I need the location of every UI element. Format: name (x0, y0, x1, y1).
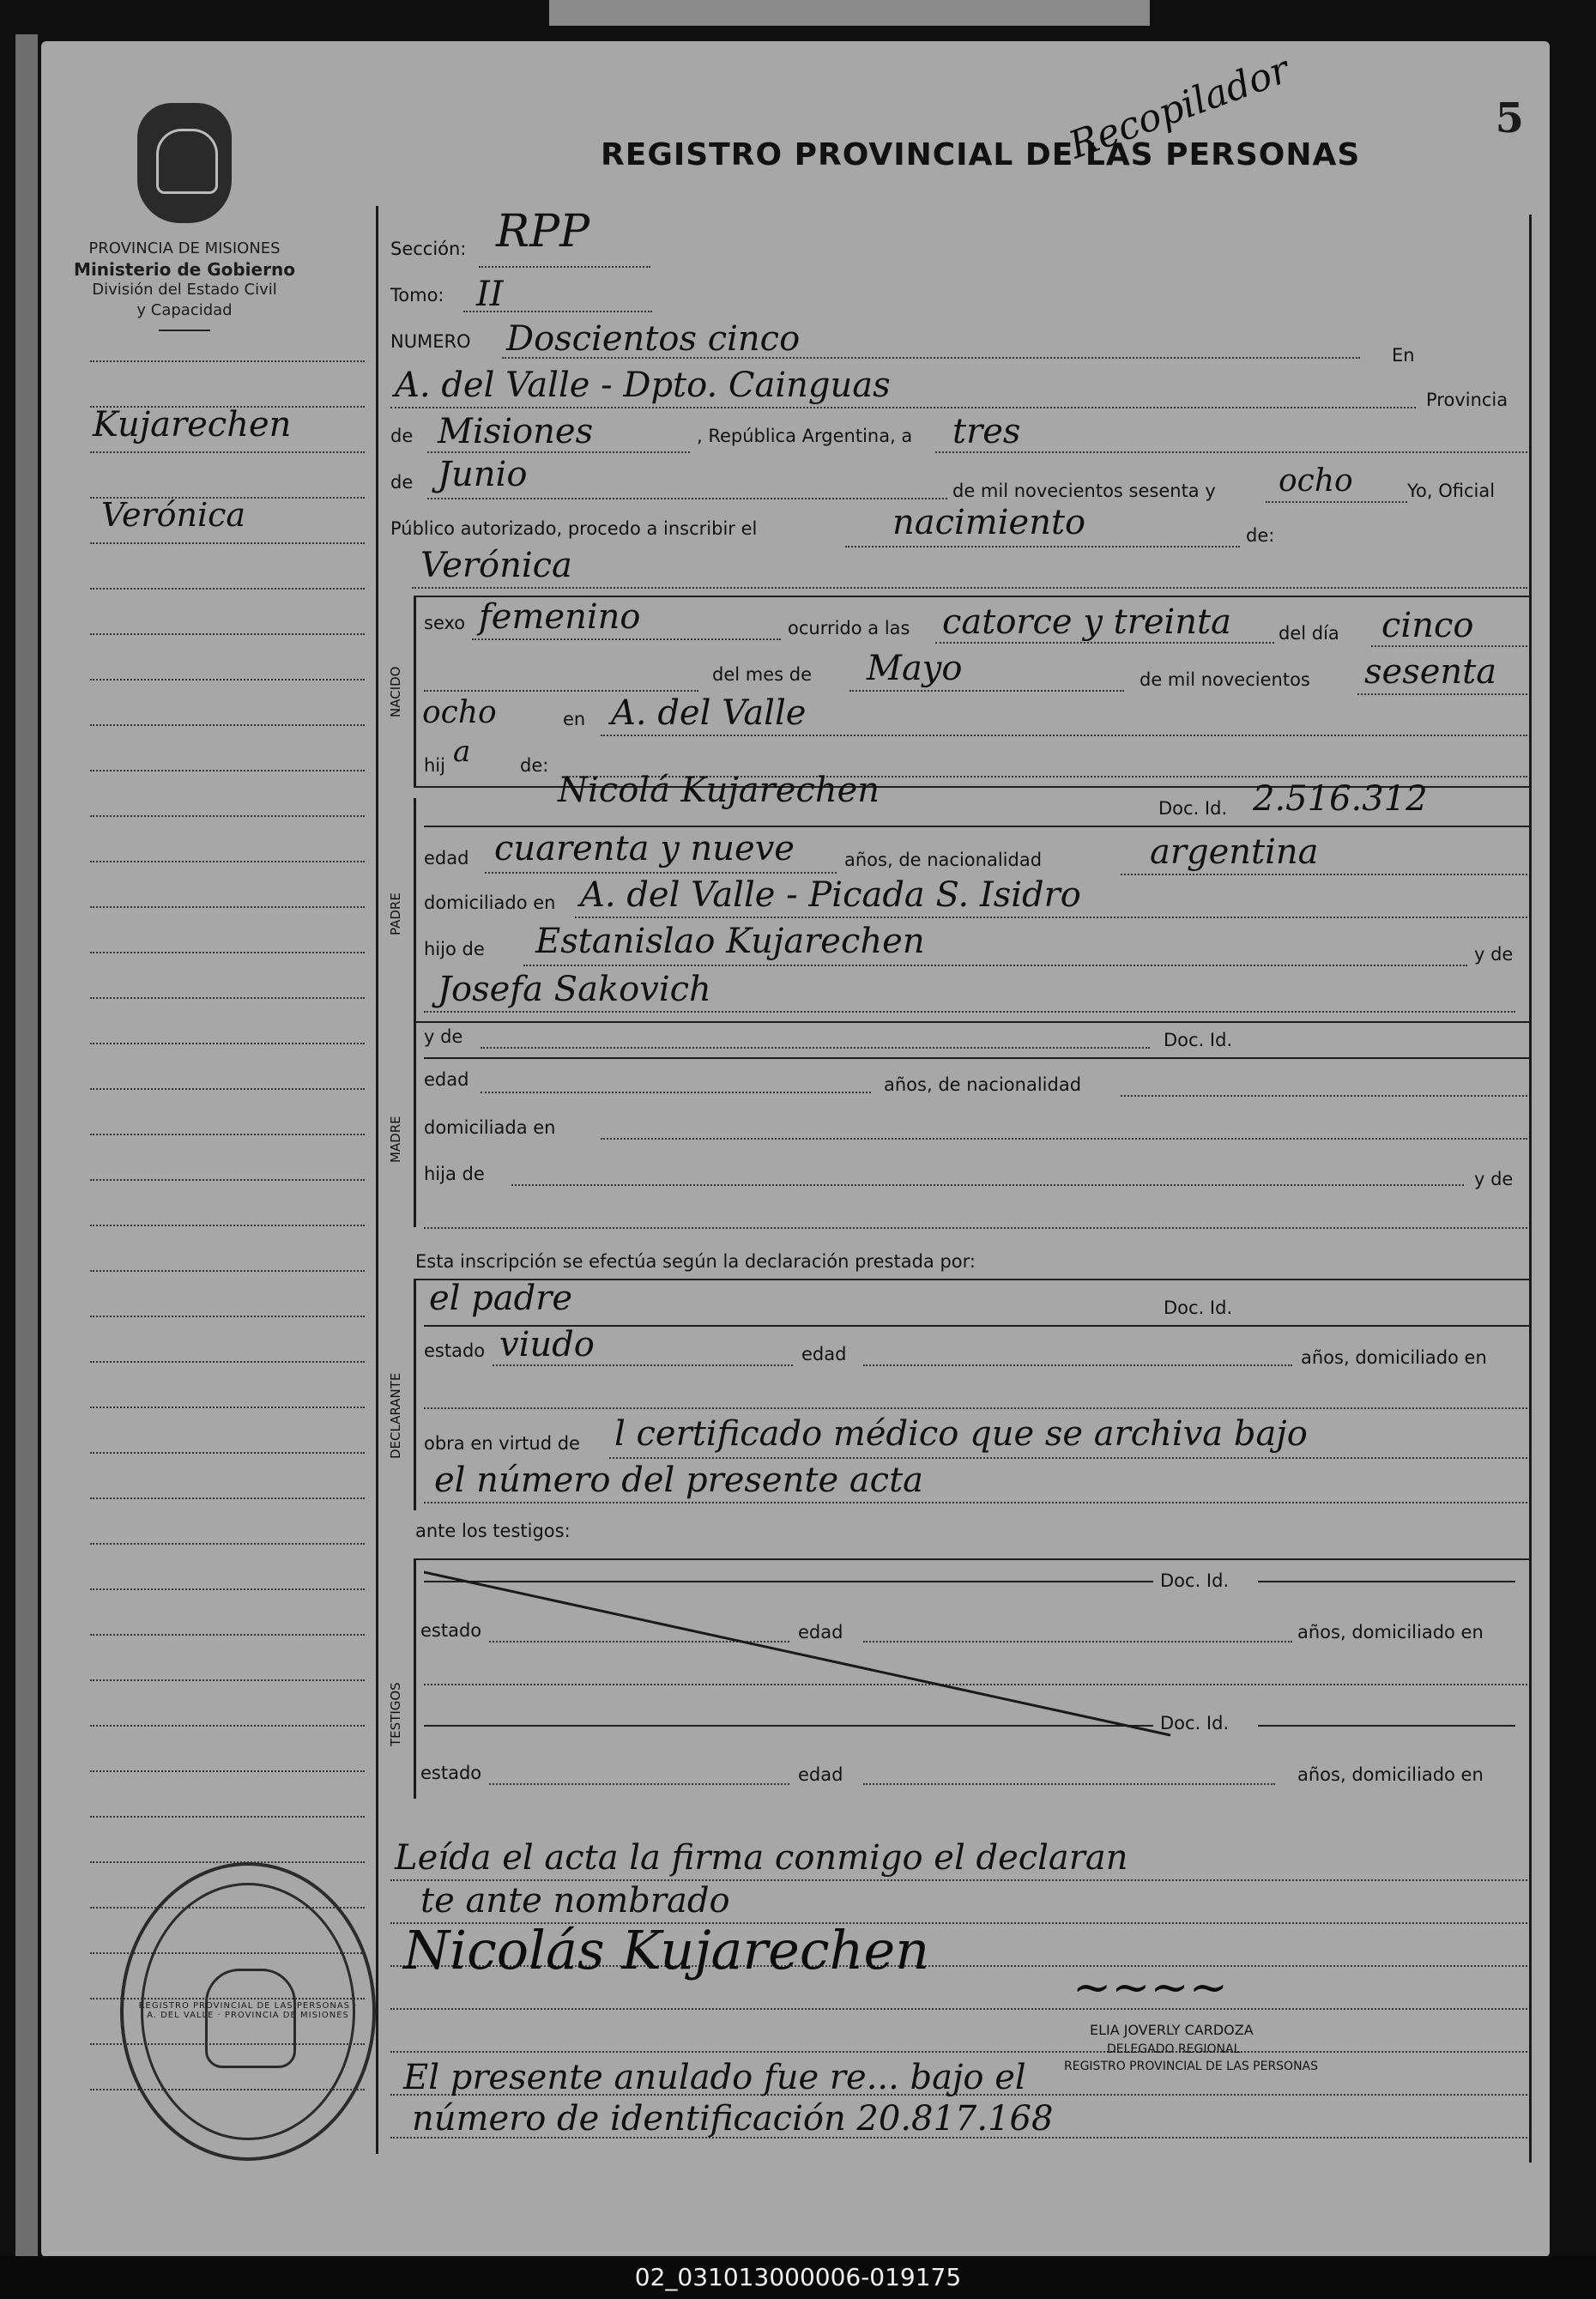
ocurrido-label: ocurrido a las (788, 618, 910, 638)
hij-value: a (453, 735, 471, 769)
margin-rule-line (90, 906, 365, 908)
field-line (935, 451, 1527, 453)
book-page-edge (15, 34, 38, 2257)
testigos-strike-line (424, 1564, 1179, 1752)
padre-nacionalidad-value: argentina (1150, 832, 1319, 872)
field-line (523, 965, 1467, 966)
margin-rule-line (90, 997, 365, 999)
field-line (1121, 874, 1527, 875)
declarante-intro: Esta inscripción se efectúa según la declaración prestada por: (415, 1251, 976, 1272)
mes-value: Mayo (867, 649, 963, 688)
padre-domicilio-label: domiciliado en (424, 892, 556, 913)
provincia-label: Provincia (1426, 390, 1508, 410)
field-line (935, 642, 1274, 644)
madre-section-label: MADRE (388, 1116, 403, 1163)
field-line (427, 498, 947, 499)
margin-rule-line (90, 1134, 365, 1135)
padre-edad-label: edad (424, 848, 469, 868)
declarante-obra-value: l certificado médico que se archiva bajo (614, 1414, 1308, 1454)
anio-value: sesenta (1364, 652, 1497, 692)
padre-nombre: Nicolá Kujarechen (558, 771, 880, 810)
yo-label: Yo, Oficial (1407, 481, 1496, 501)
testigo1-domicilio-label: años, domiciliado en (1297, 1622, 1484, 1643)
declarante-nombre: el padre (429, 1279, 573, 1318)
margin-rule-line (90, 360, 365, 362)
official-title-2: REGISTRO PROVINCIAL DE LAS PERSONAS (1064, 2060, 1319, 2073)
field-line (427, 451, 690, 453)
margin-rule-line (90, 451, 365, 453)
margin-rule-line (90, 724, 365, 726)
field-line (481, 1092, 871, 1093)
padre-section-label: PADRE (388, 892, 403, 935)
margin-rule-line (90, 1043, 365, 1044)
section-rule (424, 1057, 1529, 1059)
day-value: tres (952, 412, 1021, 451)
field-line (424, 1011, 1515, 1013)
margin-rule-line (90, 861, 365, 862)
lugar-value: A. del Valle (611, 693, 807, 733)
declarante-obra-label: obra en virtud de (424, 1433, 580, 1454)
padre-doc-label: Doc. Id. (1158, 798, 1228, 819)
declarante-obra-value-2: el número del presente acta (434, 1461, 923, 1500)
field-line (1371, 645, 1527, 647)
margin-rule-line (90, 1543, 365, 1545)
section-rule (414, 1558, 1529, 1560)
declarante-section-label: DECLARANTE (388, 1372, 403, 1459)
field-line (485, 872, 837, 874)
madre-yde2-label: y de (1474, 1169, 1514, 1189)
numero-value: Doscientos cinco (506, 319, 801, 359)
dia-value: cinco (1381, 606, 1474, 645)
field-line (412, 587, 1527, 589)
de-label: de (390, 426, 414, 446)
province-name: PROVINCIA DE MISIONES (88, 239, 281, 257)
year-value: ocho (1279, 463, 1353, 499)
field-line (511, 1184, 1464, 1186)
image-footer-id: 02_031013000006-019175 (0, 2256, 1596, 2299)
field-line (601, 1138, 1527, 1140)
province-value: Misiones (438, 412, 594, 451)
act-value: nacimiento (892, 503, 1086, 542)
margin-rule-line (90, 497, 365, 499)
testigo2-estado-label: estado (420, 1763, 482, 1783)
field-line (845, 546, 1240, 548)
margin-rule-line (90, 1179, 365, 1181)
field-line (424, 1502, 1527, 1503)
madre-nacionalidad-label: años, de nacionalidad (884, 1074, 1082, 1095)
section-rule (414, 1021, 1529, 1023)
mil-label: de mil novecientos sesenta y (952, 481, 1216, 501)
province-seal-icon (137, 103, 232, 223)
declarante-estado-value: viudo (499, 1325, 595, 1364)
closing-rule-line (390, 2008, 1527, 2010)
hora-value: catorce y treinta (942, 602, 1231, 642)
field-line (424, 1227, 1527, 1229)
nacido-section-label: NACIDO (388, 666, 403, 717)
margin-rule-line (90, 542, 365, 544)
field-line (481, 1047, 1150, 1049)
month-value: Junio (438, 455, 528, 494)
issuer-header (56, 103, 313, 331)
section-bracket (414, 596, 416, 786)
madre-edad-label: edad (424, 1069, 469, 1090)
margin-divider (376, 206, 378, 2154)
testigos-intro: ante los testigos: (415, 1521, 571, 1541)
ministry-name: Ministerio de Gobierno (74, 259, 295, 280)
field-line (601, 735, 1527, 736)
field-line (849, 690, 1124, 692)
divider (159, 330, 210, 331)
margin-rule-line (90, 815, 365, 817)
place-value: A. del Valle - Dpto. Cainguas (395, 366, 891, 405)
seccion-value: RPP (496, 206, 590, 257)
margin-rule-line (90, 588, 365, 590)
field-line (863, 1783, 1275, 1785)
margin-rule-line (90, 1725, 365, 1727)
page-number: 5 (1495, 94, 1524, 142)
field-line (1258, 1581, 1515, 1582)
padre-hijo-label: hijo de (424, 939, 485, 959)
margin-rule-line (90, 1679, 365, 1681)
anio-value-2: ocho (422, 695, 497, 730)
field-line (609, 1457, 1527, 1459)
margin-rule-line (90, 1361, 365, 1363)
margin-rule-line (90, 1816, 365, 1818)
republica-label: , República Argentina, a (697, 426, 913, 446)
top-signature: Recopilador (1063, 47, 1296, 168)
margin-rule-line (90, 406, 365, 408)
mil-novecientos-label: de mil novecientos (1140, 669, 1310, 690)
closing-rule-line (390, 2051, 1527, 2053)
division-line2: y Capacidad (136, 301, 233, 319)
field-line (489, 1783, 789, 1785)
closing-note-2: número de identificación 20.817.168 (412, 2099, 1054, 2139)
testigo1-edad-label: edad (798, 1622, 843, 1643)
child-value: Verónica (420, 546, 572, 585)
official-signature: ~~~~ (1073, 1960, 1228, 2014)
testigos-section-label: TESTIGOS (388, 1682, 403, 1746)
margin-rule-line (90, 770, 365, 771)
margin-rule-line (90, 633, 365, 635)
tomo-value: II (476, 275, 504, 314)
field-line (1258, 1725, 1515, 1727)
official-title-1: DELEGADO REGIONAL (1107, 2042, 1241, 2056)
testigo2-doc-label: Doc. Id. (1160, 1713, 1230, 1733)
field-line (472, 638, 781, 640)
declarante-doc-label: Doc. Id. (1164, 1298, 1233, 1318)
section-rule (424, 826, 1529, 827)
registry-stamp-icon (120, 1862, 376, 2161)
testigo1-estado-label: estado (420, 1620, 482, 1641)
margin-rule-line (90, 1861, 365, 1863)
page-title: REGISTRO PROVINCIAL DE LAS PERSONAS (601, 137, 1361, 172)
padre-hijo-value: Estanislao Kujarechen (535, 922, 925, 961)
margin-rule-line (90, 1588, 365, 1590)
declarante-estado-label: estado (424, 1340, 486, 1361)
division-line1: División del Estado Civil (92, 281, 277, 299)
seccion-label: Sección: (390, 239, 467, 259)
margin-rule-line (90, 1407, 365, 1408)
margin-rule-line (90, 679, 365, 681)
padre-domicilio-value: A. del Valle - Picada S. Isidro (580, 875, 1081, 915)
scan-top-edge (549, 0, 1150, 26)
closing-note-1: El presente anulado fue re... bajo el (403, 2058, 1026, 2097)
padre-nacionalidad-label: años, de nacionalidad (844, 850, 1043, 870)
de3-label: de: (1246, 525, 1275, 546)
testigo2-domicilio-label: años, domiciliado en (1297, 1764, 1484, 1785)
section-rule (414, 1279, 1529, 1280)
madre-domicilio-label: domiciliada en (424, 1117, 556, 1138)
field-line (390, 407, 1416, 408)
sexo-label: sexo (424, 613, 466, 633)
sexo-value: femenino (479, 597, 641, 637)
field-line (1266, 501, 1407, 503)
field-line (424, 1407, 1527, 1409)
field-line (493, 1364, 793, 1366)
margin-rule-line (90, 1634, 365, 1636)
margin-rule-line (90, 1225, 365, 1226)
numero-label: NUMERO (390, 331, 471, 352)
right-border (1529, 215, 1532, 2163)
testigo1-doc-label: Doc. Id. (1160, 1570, 1230, 1591)
nacido-de-label: de: (520, 755, 549, 776)
section-bracket (414, 1558, 416, 1799)
de2-label: de (390, 472, 414, 493)
stamp-text: REGISTRO PROVINCIAL DE LAS PERSONAS · A. DEL VALLE · PROVINCIA DE MISIONES (138, 2001, 358, 2020)
margin-rule-line (90, 1452, 365, 1454)
field-line (424, 690, 698, 692)
del-dia-label: del día (1279, 623, 1339, 644)
en-label: en (563, 709, 586, 729)
padre-yde-label: y de (1474, 944, 1514, 965)
margin-given-name: Verónica (101, 496, 246, 534)
testigo2-edad-label: edad (798, 1764, 843, 1785)
padre-madre-value: Josefa Sakovich (438, 970, 711, 1009)
del-mes-label: del mes de (712, 664, 813, 685)
en-label: En (1392, 345, 1415, 366)
margin-rule-line (90, 952, 365, 953)
padre-edad-value: cuarenta y nueve (494, 829, 795, 868)
margin-rule-line (90, 1497, 365, 1499)
field-line (1357, 693, 1527, 695)
field-line (863, 1364, 1292, 1366)
margin-rule-line (90, 1088, 365, 1090)
field-line (479, 266, 650, 268)
madre-doc-label: Doc. Id. (1164, 1030, 1233, 1050)
field-line (575, 917, 1527, 918)
field-line (502, 357, 1360, 359)
padre-doc-value: 2.516.312 (1253, 779, 1428, 819)
margin-rule-line (90, 1770, 365, 1772)
tomo-label: Tomo: (390, 285, 444, 306)
madre-hija-label: hija de (424, 1164, 485, 1184)
publico-label: Público autorizado, procedo a inscribir el (390, 518, 758, 539)
field-line (1121, 1095, 1527, 1097)
section-bracket (414, 1021, 416, 1227)
declarante-domicilio-label: años, domiciliado en (1301, 1347, 1487, 1368)
field-line (463, 311, 652, 312)
margin-rule-line (90, 1270, 365, 1272)
declarant-signature: Nicolás Kujarechen (403, 1919, 930, 1981)
margin-surname: Kujarechen (93, 405, 292, 445)
hij-label: hij (424, 755, 445, 776)
closing-line-1: Leída el acta la firma conmigo el declaran (395, 1838, 1128, 1878)
closing-line-2: te ante nombrado (420, 1881, 730, 1921)
madre-yde-label: y de (424, 1026, 463, 1047)
section-bracket (414, 798, 416, 1021)
section-bracket (414, 1279, 416, 1510)
declarante-edad-label: edad (801, 1344, 847, 1364)
margin-rule-line (90, 1316, 365, 1317)
official-name: ELIA JOVERLY CARDOZA (1090, 2022, 1254, 2038)
